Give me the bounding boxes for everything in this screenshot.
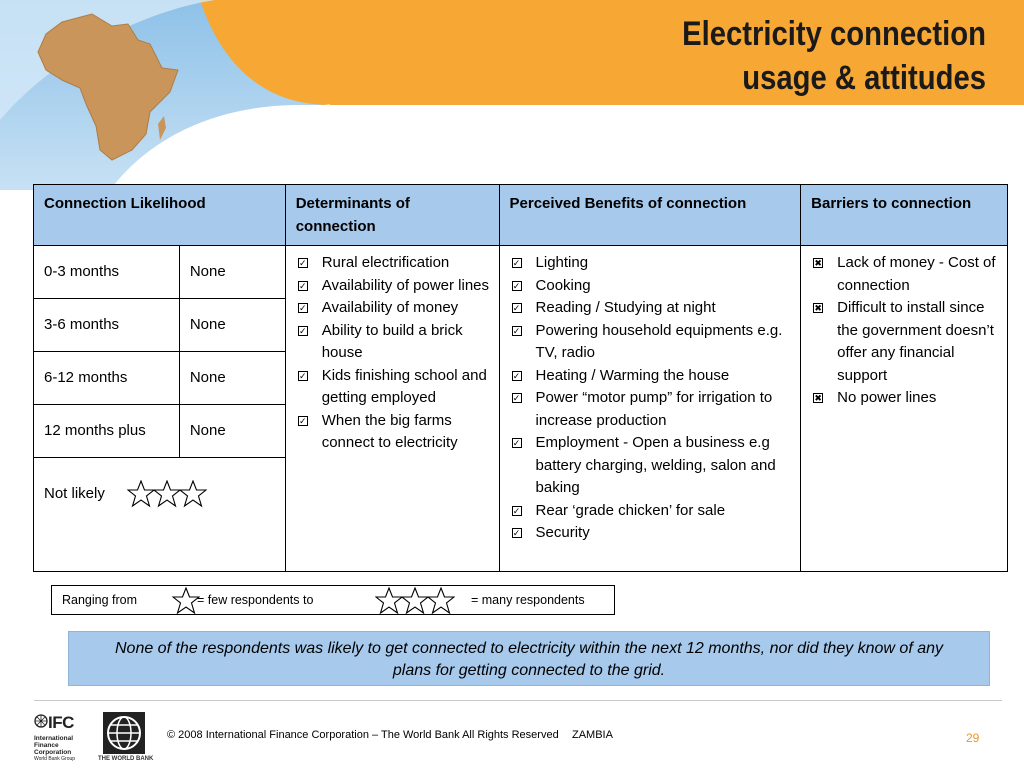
slide-title [539,12,986,100]
page-number: 29 [966,731,980,745]
list-item [813,297,999,387]
benefits-cell [499,246,801,572]
header-connection-likelihood: Connection Likelihood [34,185,286,246]
value-cell: None [179,246,285,299]
checked-box-icon: ✓ [298,415,307,426]
list-item [298,410,491,455]
value-cell: None [179,405,285,458]
checked-box-icon: ✓ [298,258,307,268]
list-item-text: Availability of power lines [321,276,490,294]
list-item-text: Ability to build a brick house [321,321,463,361]
determinants-cell [285,246,499,572]
list-item-text: Lighting [535,254,589,271]
legend-ranging-from: Ranging from [62,593,138,607]
period-cell: 0-3 months [34,246,180,299]
list-item [512,275,793,298]
list-item [298,275,491,298]
checked-box-icon: ✓ [512,528,521,538]
checked-box-icon: ✓ [512,280,521,291]
crossed-box-icon: ✖ [814,303,822,313]
ifc-line: Corporation [34,749,72,756]
list-item-text: Employment - Open a business e.g battery charging, welding, salon and baking [535,434,776,496]
benefits-list [512,252,793,545]
checked-box-icon: ✓ [298,370,307,381]
list-item-text: Difficult to install since the government doesn’t offer any financial support [837,299,994,384]
header-benefits: Perceived Benefits of connection [499,185,801,246]
connection-table [33,184,1008,572]
legend-many: = many respondents [471,593,585,607]
ifc-logo-icon [34,714,48,728]
checked-box-icon: ✓ [298,303,307,313]
list-item-text: Kids finishing school and getting employed [321,366,487,406]
star-outline-icon [172,587,200,614]
list-item [298,252,491,275]
barriers-cell [801,246,1008,572]
list-item [512,522,793,545]
list-item-text: Heating / Warming the house [535,366,730,384]
list-item-text: Rural electrification [321,254,450,271]
list-item-text: Reading / Studying at night [535,299,716,316]
list-item [512,365,793,388]
list-item [298,365,491,410]
table-header-row [34,185,1008,246]
legend-few: = few respondents to [197,593,314,607]
ifc-line: International [34,735,74,742]
period-cell: 3-6 months [34,299,180,352]
period-cell: 12 months plus [34,405,180,458]
checked-box-icon: ✓ [512,505,521,516]
list-item-text: When the big farms connect to electricity [321,411,458,451]
country-label: ZAMBIA [572,729,613,741]
list-item [813,387,999,410]
list-item [512,432,793,500]
value-cell: None [179,299,285,352]
list-item-text: Rear ‘grade chicken’ for sale [535,501,726,519]
checked-box-icon: ✓ [512,393,521,403]
three-stars-icon [375,587,455,614]
list-item-text: Power “motor pump” for irrigation to increase production [535,389,773,429]
period-cell: 6-12 months [34,352,180,405]
list-item-text: Availability of money [321,299,459,316]
ifc-logo-text: IFC [48,713,74,732]
footer-divider [34,700,1002,701]
list-item-text: No power lines [837,389,937,406]
checked-box-icon: ✓ [512,438,521,448]
crossed-box-icon: ✖ [814,393,822,403]
value-cell: None [179,352,285,405]
not-likely-cell [34,458,286,572]
barriers-list [813,252,999,410]
checked-box-icon: ✓ [298,325,307,336]
checked-box-icon: ✓ [512,303,521,313]
star-outline-icon [180,481,206,506]
star-outline-icon [128,481,154,506]
world-bank-logo-icon [103,712,145,754]
ifc-line: World Bank Group [34,756,76,762]
checked-box-icon: ✓ [512,325,521,336]
list-item [298,297,491,320]
star-outline-icon [154,481,180,506]
list-item [512,252,793,275]
list-item [512,500,793,523]
checked-box-icon: ✓ [512,370,521,381]
table-row [34,246,1008,299]
list-item-text: Powering household equipments e.g. TV, radio [535,321,783,361]
header-determinants: Determinants of connection [285,185,499,246]
ifc-logo-subtitle [34,735,75,763]
title-line-1: Electricity connection [682,15,986,53]
list-item [512,387,793,432]
crossed-box-icon: ✖ [814,258,822,268]
list-item [512,297,793,320]
legend-box [51,585,615,615]
list-item [512,320,793,365]
checked-box-icon: ✓ [298,280,307,291]
list-item [298,320,491,365]
not-likely-label: Not likely [44,484,105,502]
copyright-text: © 2008 International Finance Corporation – The World Bank All Rights Reserved [167,729,559,741]
list-item-text: Cooking [535,276,591,294]
summary-note: None of the respondents was likely to get connected to electricity within the next 12 months, nor did they know of any plans for getting connected to the grid. [68,631,990,686]
three-stars-icon [127,480,207,508]
world-bank-logo-text: THE WORLD BANK [98,756,154,762]
determinants-list [298,252,491,455]
list-item-text: Security [535,524,590,541]
header-barriers: Barriers to connection [801,185,1008,246]
checked-box-icon: ✓ [512,258,521,268]
title-line-2: usage & attitudes [742,59,986,97]
ifc-line: Finance [34,742,59,749]
list-item-text: Lack of money - Cost of connection [837,254,996,294]
list-item [813,252,999,297]
